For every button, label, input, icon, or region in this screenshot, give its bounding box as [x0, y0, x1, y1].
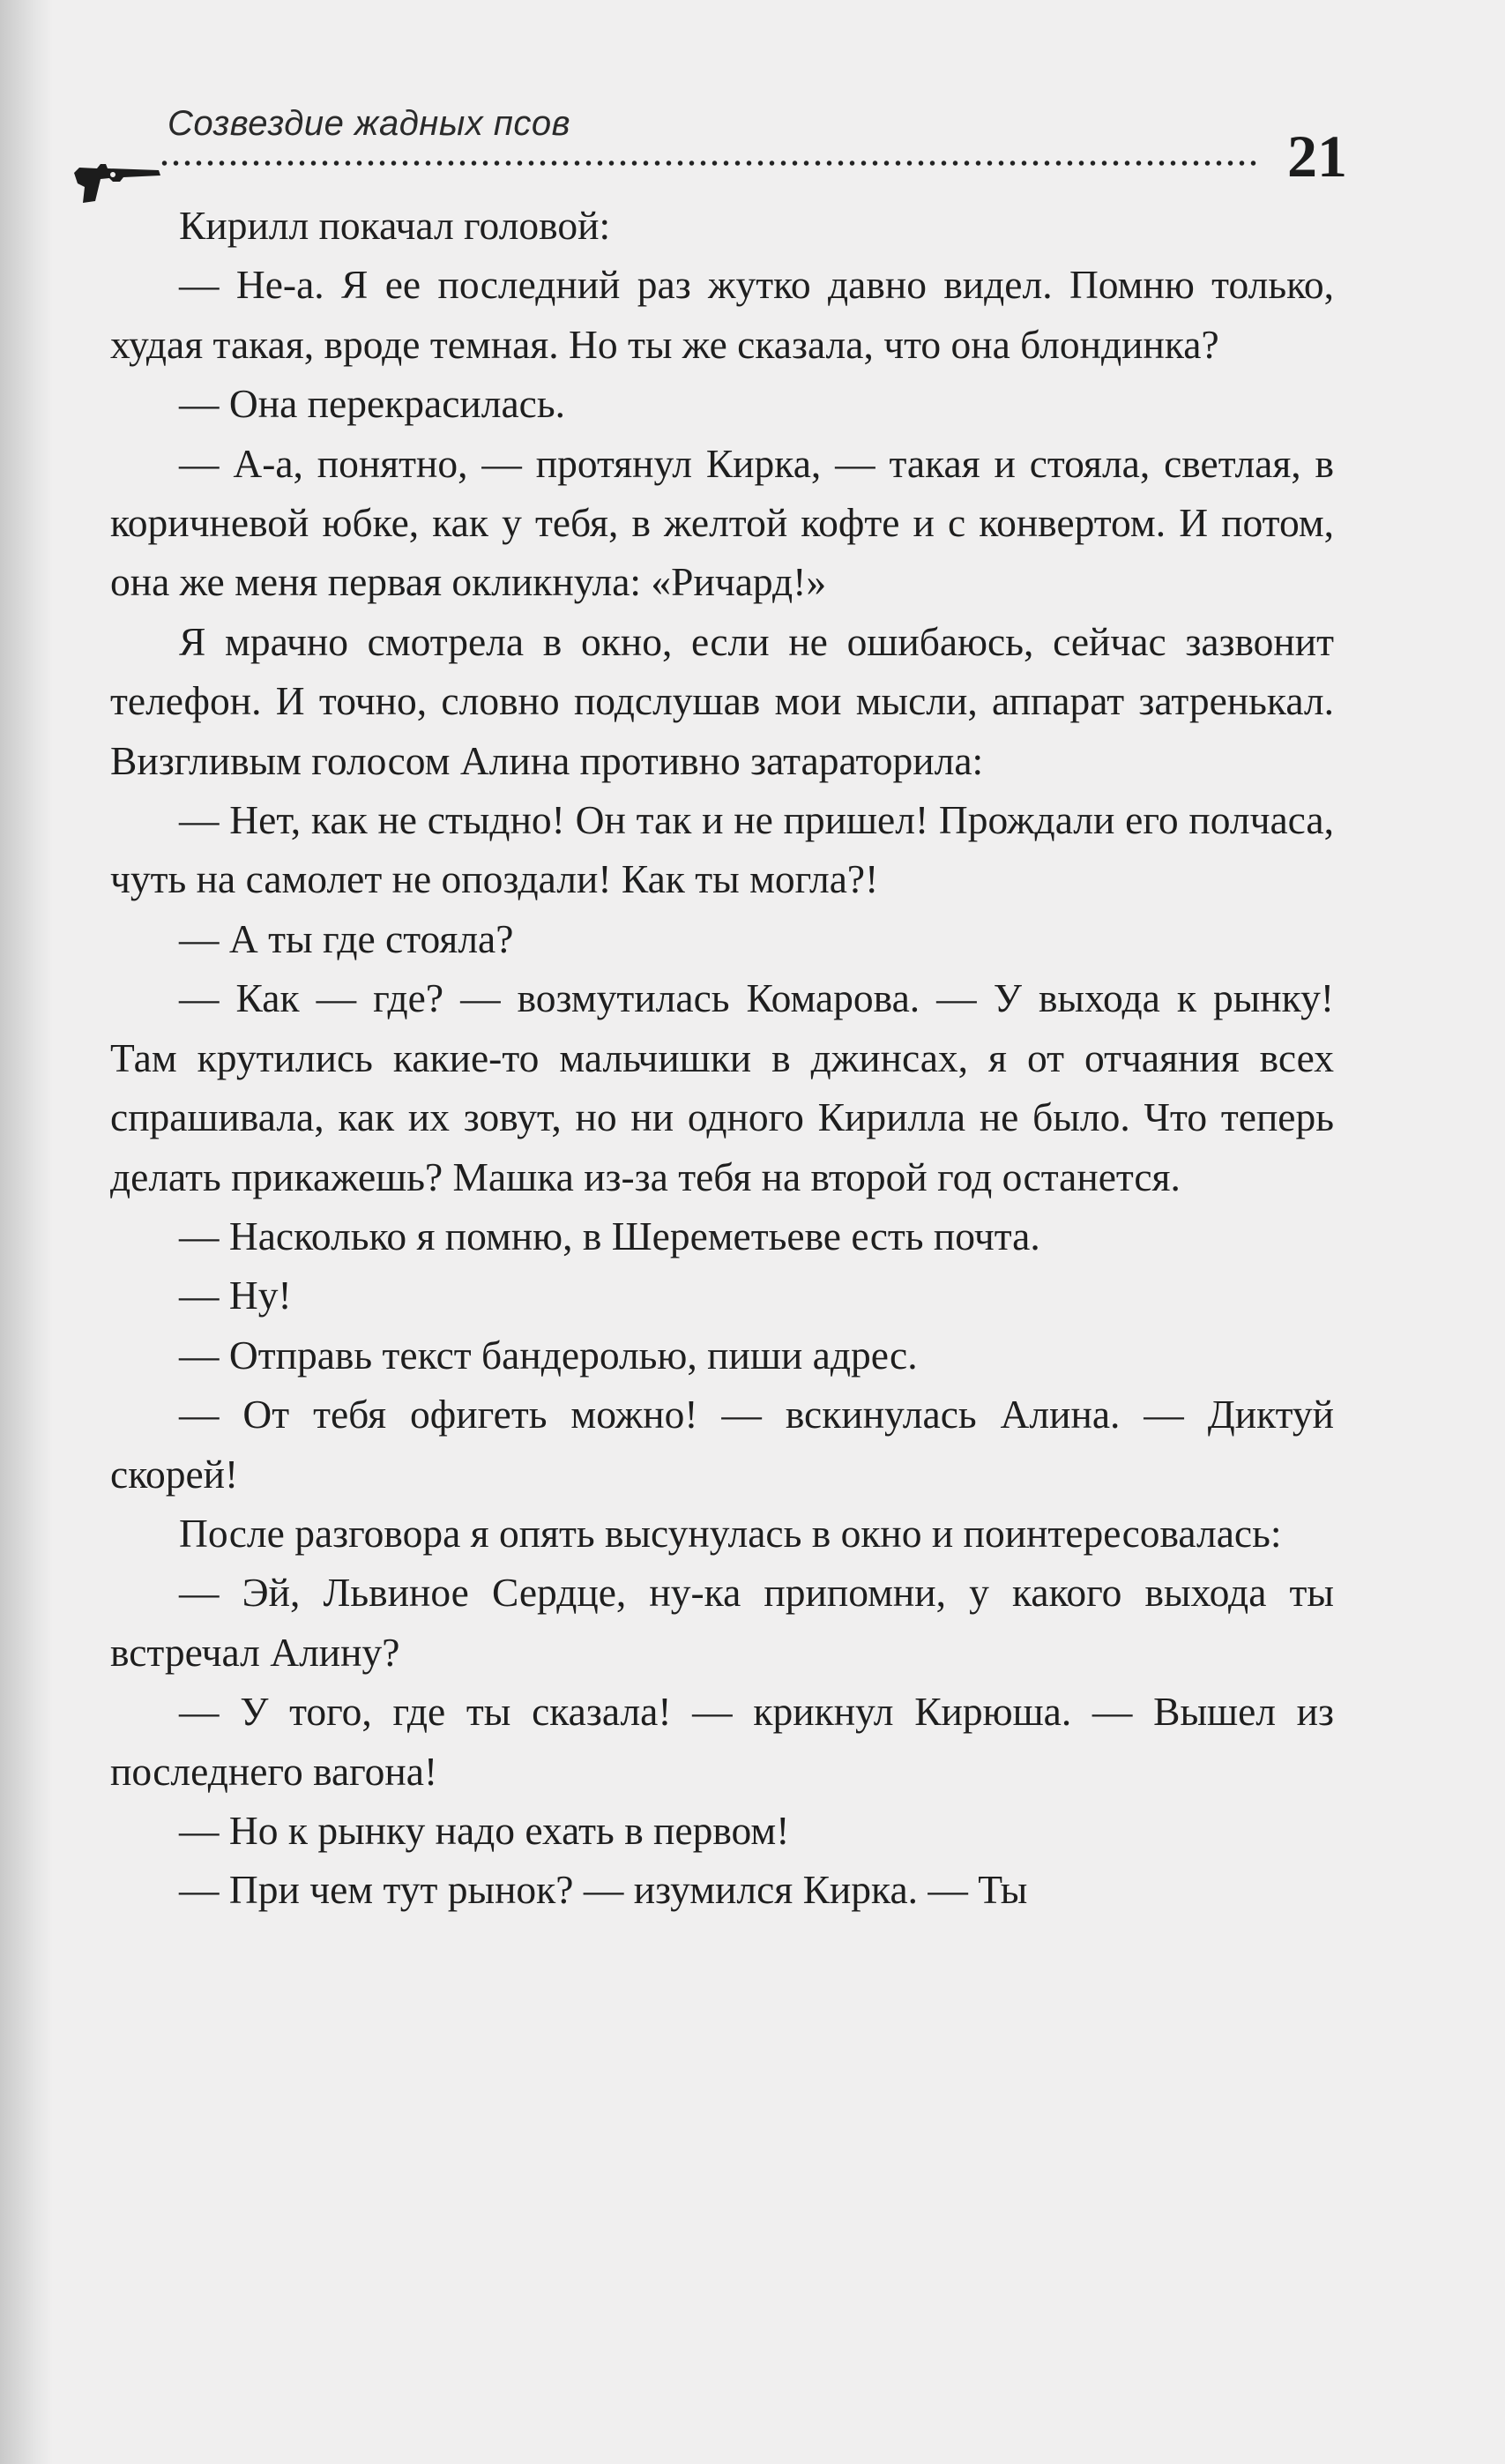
paragraph: — Ну! [179, 1273, 292, 1318]
paragraph: — А-а, понятно, — протянул Кирка, — такая и стояла, светлая, в коричневой юбке, как у тебя, в желтой кофте и с конвертом. И потом, она же меня первая окликнула: «Ричард!» [110, 440, 1334, 605]
body-text [110, 196, 1334, 1920]
paragraph: — У того, где ты сказала! — крикнул Кирюша. — Вышел из последнего вагона! [110, 1689, 1334, 1794]
paragraph: Я мрачно смотрела в окно, если не ошибаюсь, сейчас зазвонит телефон. И точно, словно подслушав мои мысли, аппарат затренькал. Визгливым голосом Алина противно затараторила: [110, 618, 1334, 783]
paragraph: — Не-а. Я ее последний раз жутко давно видел. Помню только, худая такая, вроде темная. Но ты же сказала, что она блондинка? [110, 262, 1334, 367]
paragraph: — При чем тут рынок? — изумился Кирка. — Ты [179, 1867, 1028, 1913]
paragraph: — Отправь текст бандеролью, пиши адрес. [179, 1332, 918, 1378]
dot-leader [159, 159, 1261, 168]
paragraph: — Эй, Львиное Сердце, ну-ка припомни, у какого выхода ты встречал Алину? [110, 1570, 1334, 1675]
paragraph: — От тебя офигеть можно! — вскинулась Алина. — Диктуй скорей! [110, 1392, 1334, 1497]
page-edge-shadow [0, 0, 53, 2464]
paragraph: — Нет, как не стыдно! Он так и не пришел! Прождали его полчаса, чуть на самолет не опоздали! Как ты могла?! [110, 797, 1334, 902]
page-number: 21 [1287, 123, 1347, 190]
paragraph: После разговора я опять высунулась в окно и поинтересовалась: [179, 1510, 1282, 1556]
paragraph: — Она перекрасилась. [179, 381, 565, 427]
paragraph: — Как — где? — возмутилась Комарова. — У выхода к рынку! Там крутились какие-то мальчишки в джинсах, я от отчаяния всех спрашивала, как их зовут, но ни одного Кирилла не было. Что теперь делать прикажешь? Машка из-за тебя на второй год останется. [110, 975, 1334, 1199]
paragraph: — Но к рынку надо ехать в первом! [179, 1807, 790, 1853]
paragraph: — А ты где стояла? [179, 915, 514, 961]
running-header [71, 88, 1349, 203]
paragraph: — Насколько я помню, в Шереметьеве есть почта. [179, 1213, 1040, 1258]
paragraph: Кирилл покачал головой: [179, 203, 611, 248]
running-title: Созвездие жадных псов [168, 104, 571, 143]
